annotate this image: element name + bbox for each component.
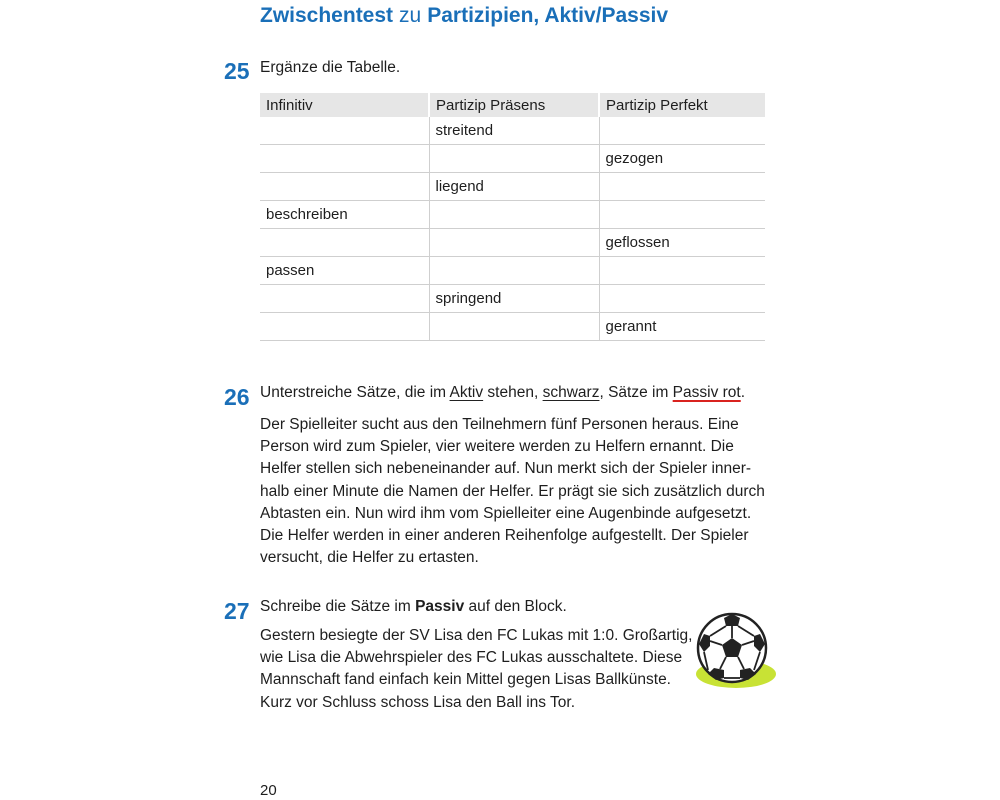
table-row xyxy=(260,257,765,285)
table-cell[interactable] xyxy=(599,285,765,313)
col-header-partizip-praesens: Partizip Präsens xyxy=(429,93,599,117)
table-row xyxy=(260,145,765,173)
text-line: Abtasten ein. Nun wird ihm vom Spielleiter eine Augenbinde aufgesetzt. xyxy=(260,504,752,522)
exercise-27-instruction xyxy=(260,596,567,618)
table-cell[interactable] xyxy=(260,117,429,145)
text-line: Gestern besiegte der SV Lisa den FC Lukas mit 1:0. Großartig, xyxy=(260,627,693,644)
text-line: Mannschaft fand einfach kein Mittel gegen Lisas Ballkünste. xyxy=(260,671,671,689)
table-cell[interactable] xyxy=(599,117,765,145)
table-cell[interactable] xyxy=(429,145,599,173)
text-line: Person wird zum Spieler, vier weitere werden zu Helfern ernannt. Die xyxy=(260,438,734,456)
text-line: Der Spielleiter sucht aus den Teilnehmern fünf Personen heraus. Eine xyxy=(260,416,739,433)
title-part3: Partizipien, Aktiv/Passiv xyxy=(427,4,669,27)
text-line: Kurz vor Schluss schoss Lisa den Ball ins Tor. xyxy=(260,693,576,711)
table-row xyxy=(260,285,765,313)
table-cell[interactable]: gerannt xyxy=(599,313,765,341)
table-cell[interactable] xyxy=(599,257,765,285)
table-cell[interactable] xyxy=(260,173,429,201)
exercise-25-instruction: Ergänze die Tabelle. xyxy=(260,59,401,76)
text-line: halb einer Minute die Namen der Helfer. Er prägt sie sich zusätzlich durch xyxy=(260,482,765,500)
instr26-part2: stehen, xyxy=(483,384,543,401)
page-number: 20 xyxy=(260,782,277,799)
table-cell[interactable] xyxy=(260,229,429,257)
table-header-row xyxy=(260,93,765,117)
table-cell[interactable]: geflossen xyxy=(599,229,765,257)
exercise-25-number: 25 xyxy=(224,58,250,84)
table-cell[interactable]: beschreiben xyxy=(260,201,429,229)
table-row xyxy=(260,229,765,257)
instr27-passiv: Passiv xyxy=(415,598,465,615)
table-cell[interactable]: gezogen xyxy=(599,145,765,173)
table-cell[interactable]: springend xyxy=(429,285,599,313)
exercise-26-instruction xyxy=(260,382,745,404)
participle-table xyxy=(260,93,765,341)
exercise-27-text xyxy=(260,625,692,714)
instr26-passiv-rot: Passiv rot xyxy=(672,384,741,401)
title-part2: zu xyxy=(399,4,422,27)
col-header-partizip-perfekt: Partizip Perfekt xyxy=(599,93,765,117)
text-line: Die Helfer werden in einer anderen Reihenfolge aufgestellt. Der Spieler xyxy=(260,527,749,545)
table-cell[interactable]: streitend xyxy=(429,117,599,145)
table-cell[interactable]: passen xyxy=(260,257,429,285)
text-line: versucht, die Helfer zu ertasten. xyxy=(260,549,479,567)
table-cell[interactable] xyxy=(260,145,429,173)
instr27-part2: auf den Block. xyxy=(464,598,567,615)
table-cell[interactable] xyxy=(429,229,599,257)
table-cell[interactable] xyxy=(260,285,429,313)
table-cell[interactable] xyxy=(429,201,599,229)
instr27-part1: Schreibe die Sätze im xyxy=(260,598,416,615)
exercise-27-number: 27 xyxy=(224,598,250,624)
table-row xyxy=(260,117,765,145)
page-title xyxy=(260,2,668,30)
table-cell[interactable] xyxy=(599,173,765,201)
table-cell[interactable]: liegend xyxy=(429,173,599,201)
title-part1: Zwischentest xyxy=(260,4,394,27)
table-cell[interactable] xyxy=(429,257,599,285)
col-header-infinitiv: Infinitiv xyxy=(260,93,429,117)
exercise-26-number: 26 xyxy=(224,384,250,410)
table-row xyxy=(260,173,765,201)
table-cell[interactable] xyxy=(429,313,599,341)
instr26-aktiv: Aktiv xyxy=(449,384,484,401)
soccer-ball-icon xyxy=(690,608,780,694)
instr26-part4: . xyxy=(740,384,746,401)
instr26-schwarz: schwarz xyxy=(542,384,600,401)
table-cell[interactable] xyxy=(599,201,765,229)
instr26-part3: , Sätze im xyxy=(599,384,673,401)
text-line: Helfer stellen sich nebeneinander auf. Nun merkt sich der Spieler inner- xyxy=(260,460,752,478)
exercise-26-text[interactable] xyxy=(260,414,765,569)
table-cell[interactable] xyxy=(260,313,429,341)
instr26-part1: Unterstreiche Sätze, die im xyxy=(260,384,450,401)
table-row xyxy=(260,313,765,341)
table-row xyxy=(260,201,765,229)
text-line: wie Lisa die Abwehrspieler des FC Lukas ausschaltete. Diese xyxy=(260,649,683,667)
